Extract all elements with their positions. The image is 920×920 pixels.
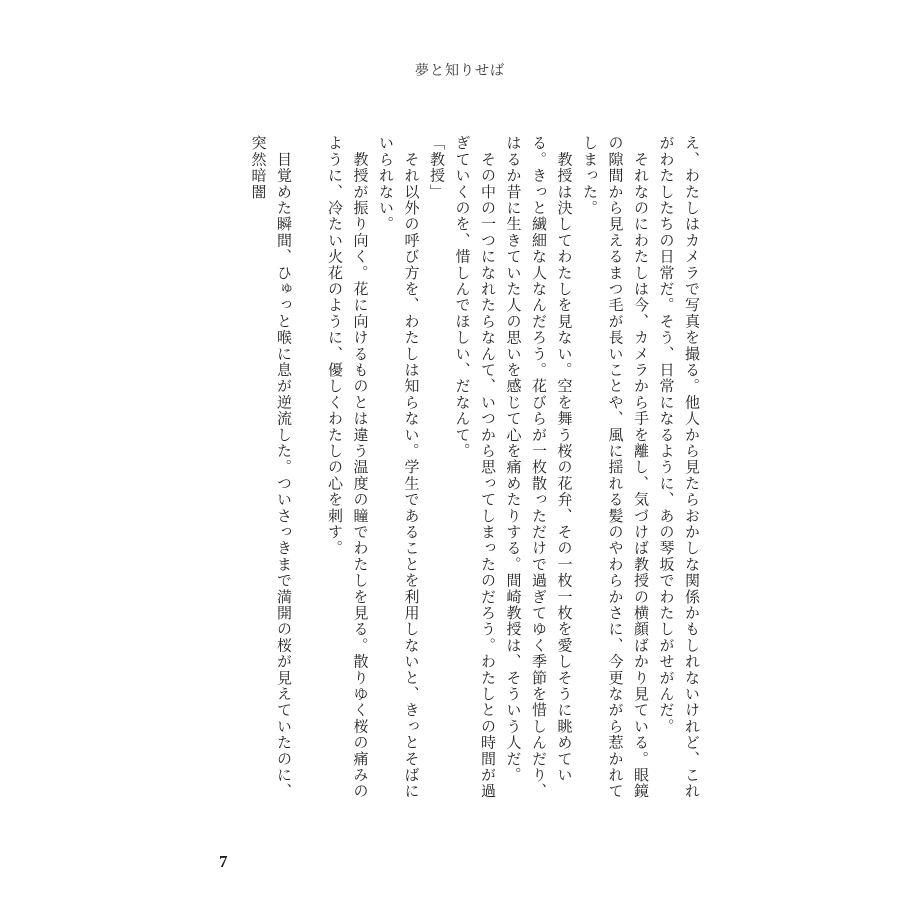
paragraph: その中の一つになれたらなんて、いつから思ってしまったのだろう。わたしとの時間が過ぎていくのを、惜しんでほしい、だなんて。 <box>453 135 497 800</box>
paragraph: それ以外の呼び方を、わたしは知らない。学生であることを利用しないと、きっとそばにいられない。 <box>377 135 421 800</box>
paragraph: それなのにわたしは今、カメラから手を離し、気づけば教授の横顔ばかり見ている。眼鏡の隙間から見えるまつ毛が長いことや、風に揺れる髪のやわらかさに、今更ながら惹かれてしまった。 <box>581 135 650 800</box>
scene-break <box>296 135 322 815</box>
page-number: 7 <box>219 852 228 871</box>
running-head: 夢と知りせば <box>415 63 505 79</box>
paragraph: え、わたしはカメラで写真を撮る。他人から見たらおかしな関係かもしれないけれど、これがわたしたちの日常だ。そう、日常になるように、あの琴坂でわたしがせがんだ。 <box>657 135 701 800</box>
paragraph: 教授は決してわたしを見ない。空を舞う桜の花弁、その一枚一枚を愛しそうに眺めている。きっと繊細な人なんだろう。花びらが一枚散っただけで過ぎてゆく季節を惜しんだり、はるか昔に生きていた人の思いを感じて心を痛めたりする。間崎教授は、そういう人だ。 <box>504 135 574 800</box>
paragraph: 教授が振り向く。花に向けるものとは違う温度の瞳でわたしを見る。散りゆく桜の痛みのように、冷たい火花のように、優しくわたしの心を刺す。 <box>326 135 370 800</box>
paragraph: 「教授」 <box>428 135 446 200</box>
body-text <box>222 135 704 815</box>
paragraph: 目覚めた瞬間、ひゅっと喉に息が逆流した。ついさっきまで満開の桜が見えていたのに、突然暗闇 <box>249 135 293 800</box>
